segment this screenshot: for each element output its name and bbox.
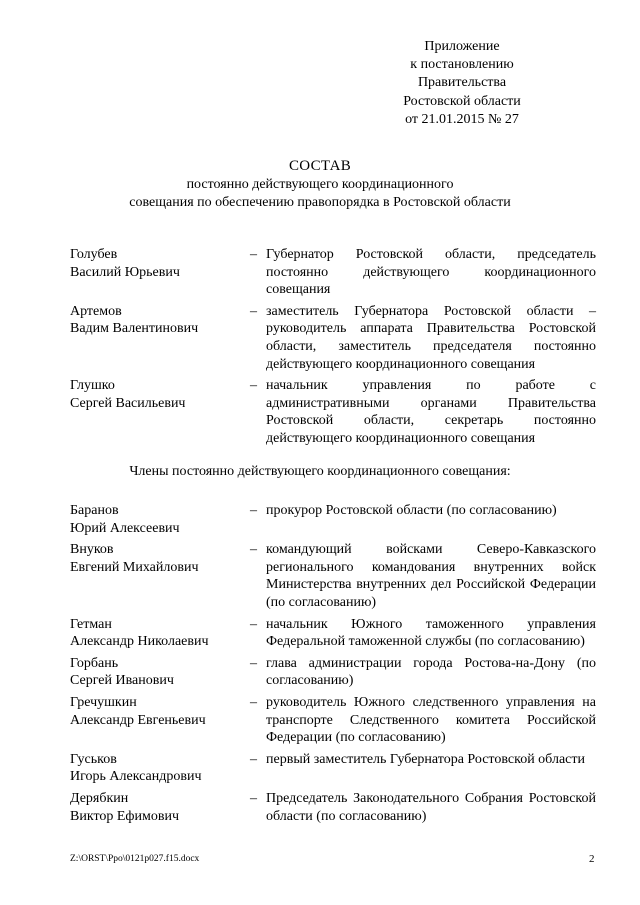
dash-separator: – — [250, 542, 257, 558]
footer-file-path: Z:\ORST\Ppo\0121p027.f15.docx — [70, 854, 200, 864]
appendix-line: Приложение — [424, 39, 500, 54]
list-item — [70, 246, 596, 299]
document-subtitle-line: совещания по обеспечению правопорядка в Ростовской области — [129, 194, 511, 210]
surname: Глушко — [70, 378, 115, 394]
dash-separator: – — [250, 655, 257, 671]
list-item — [70, 541, 596, 611]
person-name — [70, 246, 250, 299]
person-name — [70, 377, 250, 447]
person-name — [70, 751, 250, 786]
surname: Гречушкин — [70, 694, 137, 710]
given-names: Василий Юрьевич — [70, 264, 180, 280]
document-heading — [100, 158, 540, 211]
given-names: Сергей Иванович — [70, 673, 174, 689]
surname: Дерябкин — [70, 790, 129, 806]
list-item — [70, 655, 596, 690]
surname: Баранов — [70, 503, 119, 518]
appendix-line: Ростовской области — [403, 93, 521, 109]
person-name — [70, 616, 250, 651]
surname: Голубев — [70, 247, 118, 262]
appendix-line: от 21.01.2015 № 27 — [405, 111, 519, 127]
position-description: начальник Южного таможенного управления Федеральной таможенной службы (по согласованию) — [266, 616, 596, 650]
person-name — [70, 790, 250, 825]
list-item — [70, 790, 596, 825]
person-name — [70, 655, 250, 690]
leaders-list — [70, 246, 596, 452]
position-description: Председатель Законодательного Собрания Ростовской области (по согласованию) — [266, 790, 596, 824]
dash-separator: – — [250, 378, 257, 394]
surname: Внуков — [70, 542, 114, 558]
person-name — [70, 541, 250, 611]
members-section-title: Члены постоянно действующего координационного совещания: — [129, 464, 511, 479]
dash-separator: – — [250, 790, 257, 806]
given-names: Юрий Алексеевич — [70, 520, 180, 536]
person-name — [70, 502, 250, 537]
appendix-header — [360, 38, 564, 129]
surname: Горбань — [70, 655, 119, 671]
given-names: Игорь Александрович — [70, 769, 202, 785]
page-number: 2 — [589, 853, 595, 865]
position-description: первый заместитель Губернатора Ростовской области — [266, 751, 585, 767]
surname: Гетман — [70, 616, 112, 632]
document-title: СОСТАВ — [288, 158, 352, 174]
position-description: Губернатор Ростовской области, председатель постоянно действующего координационного совещания — [266, 247, 596, 298]
list-item — [70, 694, 596, 747]
given-names: Сергей Васильевич — [70, 395, 186, 411]
given-names: Виктор Ефимович — [70, 808, 179, 824]
position-description: начальник управления по работе с административными органами Правительства Ростовской области, секретарь постоянно действующего координационного совещания — [266, 378, 596, 446]
document-subtitle-line: постоянно действующего координационного — [186, 176, 454, 192]
position-description: глава администрации города Ростова-на-Дону (по согласованию) — [266, 655, 596, 689]
list-item — [70, 616, 596, 651]
position-description: заместитель Губернатора Ростовской области – руководитель аппарата Правительства Ростовской области, заместитель председателя постоянно действующего координационного совещания — [266, 303, 596, 372]
surname: Гуськов — [70, 751, 117, 767]
appendix-line: к постановлению — [410, 57, 514, 73]
person-name — [70, 303, 250, 373]
dash-separator: – — [250, 503, 257, 518]
dash-separator: – — [250, 247, 257, 262]
members-list — [70, 502, 596, 829]
list-item — [70, 303, 596, 373]
list-item — [70, 502, 596, 537]
dash-separator: – — [250, 751, 257, 767]
appendix-line: Правительства — [417, 75, 507, 91]
dash-separator: – — [250, 694, 257, 710]
position-description: прокурор Ростовской области (по согласованию) — [266, 503, 557, 518]
list-item — [70, 377, 596, 447]
given-names: Евгений Михайлович — [70, 559, 199, 575]
position-description: руководитель Южного следственного управления на транспорте Следственного комитета Российской Федерации (по согласованию) — [266, 694, 596, 746]
list-item — [70, 751, 596, 786]
given-names: Александр Евгеньевич — [70, 712, 206, 728]
dash-separator: – — [250, 303, 257, 319]
given-names: Александр Николаевич — [70, 634, 209, 650]
surname: Артемов — [70, 303, 122, 319]
dash-separator: – — [250, 616, 257, 632]
person-name — [70, 694, 250, 747]
given-names: Вадим Валентинович — [70, 321, 199, 337]
position-description: командующий войсками Северо-Кавказского регионального командования внутренних войск Министерства внутренних дел Российской Федерации (по согласованию) — [266, 542, 596, 610]
